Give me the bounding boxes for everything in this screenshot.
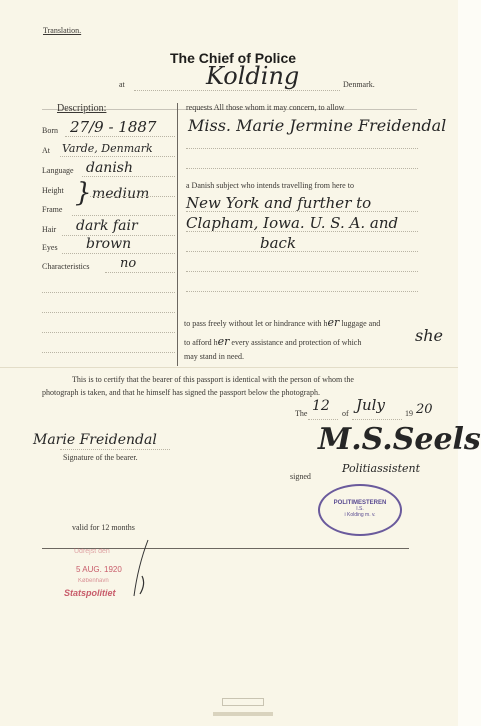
red-stamp-authority: Statspolitiet (64, 588, 116, 598)
printer-mark (222, 698, 264, 706)
pronoun-she: she (415, 326, 443, 345)
subject-text: a Danish subject who intends travelling from here to (186, 181, 354, 190)
translation-label: Translation. (43, 26, 82, 35)
height-label: Height (42, 186, 64, 195)
bearer-signature: Marie Freidendal (33, 432, 157, 448)
bearer-signature-dotline (60, 449, 170, 450)
destination-dotline-1 (186, 211, 418, 212)
red-stamp-line-1: Udrejst den (74, 548, 110, 555)
height-dotline (90, 196, 175, 197)
blank-dotline-3 (42, 332, 175, 333)
date-day: 12 (312, 398, 330, 414)
language-value: danish (86, 160, 134, 176)
name-dotline-2 (186, 168, 418, 169)
characteristics-value: no (120, 256, 137, 271)
stamp-line-2: I.S. (356, 506, 364, 512)
frame-label: Frame (42, 205, 63, 214)
description-heading: Description: (57, 103, 107, 114)
day-dotline (308, 419, 338, 420)
destination-dotline-5 (186, 291, 418, 292)
bearer-name: Miss. Marie Jermine Freidendal (188, 116, 447, 135)
signed-label: signed (290, 472, 311, 481)
document-title: The Chief of Police (170, 50, 297, 66)
at-label: at (119, 80, 125, 89)
red-stamp-date: 5 AUG. 1920 (76, 565, 122, 574)
police-oval-stamp (318, 484, 402, 536)
pass-freely-text: to pass freely without let or hindrance with her luggage and (184, 316, 381, 329)
date-month: July (356, 396, 385, 414)
height-value: medium (92, 186, 150, 202)
stand-in-need-text: may stand in need. (184, 352, 244, 361)
validity-text: valid for 12 months (72, 523, 135, 532)
born-label: Born (42, 126, 58, 135)
fold-crease (0, 367, 458, 368)
destination-line-2: Clapham, Iowa. U. S. A. and (186, 214, 399, 232)
at-birthplace-label: At (42, 146, 50, 155)
characteristics-label: Characteristics (42, 262, 90, 271)
year-prefix: 19 (405, 409, 413, 418)
destination-line-1: New York and further to (186, 194, 372, 212)
official-signature: M.S.Seels (318, 422, 481, 457)
characteristics-dotline (105, 272, 175, 273)
eyes-value: brown (86, 236, 132, 252)
afford-text: to afford her every assistance and protection of which (184, 335, 362, 348)
destination-dotline-4 (186, 271, 418, 272)
country-label: Denmark. (343, 80, 375, 89)
born-dotline (65, 136, 175, 137)
certify-line-1: This is to certify that the bearer of this passport is identical with the person of whom the (72, 375, 354, 384)
eyes-dotline (62, 253, 175, 254)
blank-dotline-1 (42, 292, 175, 293)
city-handwritten: Kolding (206, 62, 300, 90)
frame-dotline (72, 215, 175, 216)
bearer-signature-label: Signature of the bearer. (63, 453, 138, 462)
blank-dotline-4 (42, 352, 175, 353)
stamp-line-1: POLITIMESTEREN (333, 500, 387, 506)
language-label: Language (42, 166, 74, 175)
official-title: Politiassistent (342, 462, 420, 475)
month-dotline (352, 419, 402, 420)
born-value: 27/9 - 1887 (70, 118, 157, 136)
column-divider (177, 103, 178, 366)
stamp-line-3: i Kolding m. v. (344, 512, 376, 518)
destination-dotline-3 (186, 251, 418, 252)
date-the-label: The (295, 409, 308, 418)
at-dotline (60, 156, 175, 157)
printer-mark-2 (213, 712, 273, 716)
language-dotline (82, 176, 175, 177)
requests-text: requests All those whom it may concern, to allow (186, 103, 345, 112)
certify-line-2: photograph is taken, and that he himself has signed the passport below the photograph. (42, 388, 320, 397)
eyes-label: Eyes (42, 243, 58, 252)
year-suffix: 20 (416, 402, 433, 417)
destination-line-3: back (260, 234, 297, 252)
place-dotline (134, 90, 340, 91)
birthplace-value: Varde, Denmark (62, 142, 153, 155)
name-dotline (186, 148, 418, 149)
hair-label: Hair (42, 225, 57, 234)
destination-dotline-2 (186, 231, 418, 232)
height-frame-brace: } (75, 178, 92, 208)
handwritten-check-mark (128, 536, 156, 600)
hair-value: dark fair (76, 218, 138, 234)
blank-dotline-2 (42, 312, 175, 313)
red-stamp-city: København (78, 578, 109, 584)
date-of-label: of (342, 409, 349, 418)
